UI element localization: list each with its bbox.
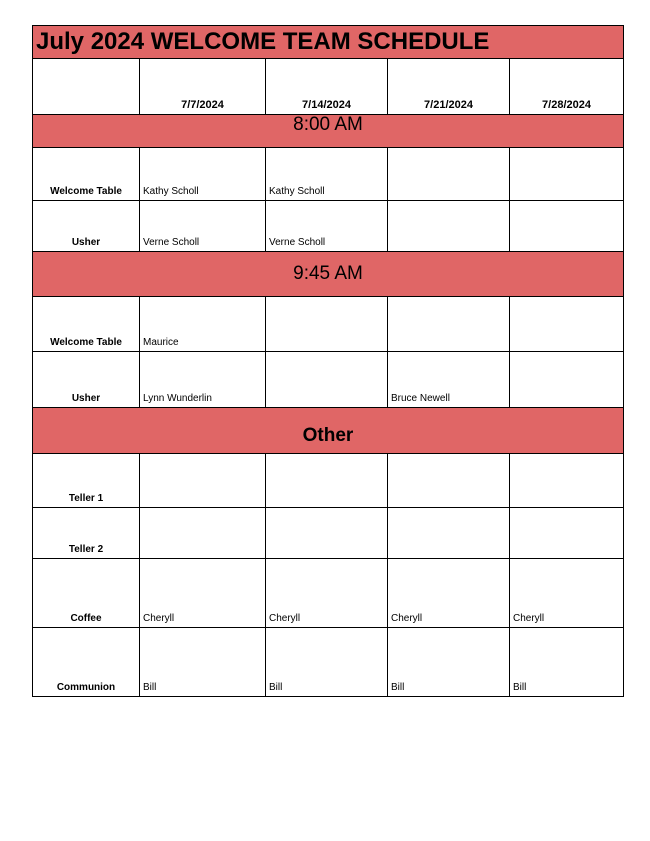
- assignee-cell: [139, 200, 265, 251]
- assignee-cell-text: Cheryll: [391, 613, 423, 624]
- section-label: 9:45 AM: [293, 263, 363, 284]
- date-header: [265, 58, 387, 114]
- assignee-cell-text: Verne Scholl: [143, 237, 200, 248]
- assignee-cell-text: Bruce Newell: [391, 393, 450, 404]
- date-header: [387, 58, 509, 114]
- assignee-cell-text: Kathy Scholl: [143, 186, 199, 197]
- assignee-cell: [139, 627, 265, 696]
- table-bottom-border: [32, 696, 624, 697]
- assignee-cell: [265, 200, 387, 251]
- section-label: Other: [302, 425, 354, 446]
- assignee-cell: [509, 147, 624, 200]
- role-label-text: Usher: [71, 393, 101, 404]
- date-header-text: 7/7/2024: [181, 99, 224, 111]
- assignee-cell: [509, 351, 624, 407]
- assignee-cell: [387, 507, 509, 558]
- assignee-cell: [509, 507, 624, 558]
- date-header: [139, 58, 265, 114]
- title-bar: [32, 25, 624, 58]
- assignee-cell: [139, 296, 265, 351]
- role-label-text: Communion: [56, 682, 116, 693]
- assignee-cell: [509, 200, 624, 251]
- section-band: [32, 114, 624, 147]
- role-label-text: Teller 2: [68, 544, 104, 555]
- assignee-cell: [387, 296, 509, 351]
- date-header: [509, 58, 624, 114]
- header-corner-cell: [32, 58, 139, 114]
- role-label-text: Coffee: [70, 613, 102, 624]
- role-label-text: Welcome Table: [50, 337, 122, 348]
- assignee-cell: [265, 507, 387, 558]
- assignee-cell: [387, 147, 509, 200]
- assignee-cell: [139, 453, 265, 507]
- role-label: [32, 200, 139, 251]
- assignee-cell-text: Verne Scholl: [269, 237, 326, 248]
- role-label-text: Teller 1: [68, 493, 104, 504]
- assignee-cell-text: Bill: [391, 682, 405, 693]
- assignee-cell: [265, 147, 387, 200]
- date-header-text: 7/14/2024: [302, 99, 351, 111]
- assignee-cell-text: Cheryll: [513, 613, 545, 624]
- role-label: [32, 507, 139, 558]
- assignee-cell-text: Bill: [143, 682, 157, 693]
- role-label: [32, 627, 139, 696]
- assignee-cell-text: Bill: [513, 682, 527, 693]
- role-label: [32, 147, 139, 200]
- role-label-text: Usher: [71, 237, 101, 248]
- assignee-cell: [139, 558, 265, 627]
- assignee-cell-text: Maurice: [143, 337, 179, 348]
- assignee-cell: [139, 147, 265, 200]
- date-header-text: 7/28/2024: [542, 99, 591, 111]
- assignee-cell-text: Bill: [269, 682, 283, 693]
- assignee-cell-text: Kathy Scholl: [269, 186, 325, 197]
- section-band: [32, 407, 624, 453]
- section-label: 8:00 AM: [293, 114, 363, 135]
- role-label: [32, 558, 139, 627]
- assignee-cell-text: Cheryll: [143, 613, 175, 624]
- page-title: July 2024 WELCOME TEAM SCHEDULE: [36, 28, 490, 55]
- assignee-cell: [509, 627, 624, 696]
- assignee-cell: [387, 351, 509, 407]
- assignee-cell: [265, 453, 387, 507]
- assignee-cell: [265, 296, 387, 351]
- assignee-cell: [387, 453, 509, 507]
- assignee-cell: [387, 558, 509, 627]
- assignee-cell: [265, 558, 387, 627]
- assignee-cell: [509, 296, 624, 351]
- assignee-cell: [139, 351, 265, 407]
- date-header-text: 7/21/2024: [424, 99, 473, 111]
- assignee-cell: [387, 200, 509, 251]
- assignee-cell-text: Cheryll: [269, 613, 301, 624]
- assignee-cell: [509, 558, 624, 627]
- assignee-cell: [265, 351, 387, 407]
- assignee-cell: [387, 627, 509, 696]
- role-label: [32, 296, 139, 351]
- assignee-cell: [265, 627, 387, 696]
- role-label: [32, 351, 139, 407]
- section-band: [32, 251, 624, 296]
- role-label-text: Welcome Table: [50, 186, 122, 197]
- assignee-cell: [139, 507, 265, 558]
- role-label: [32, 453, 139, 507]
- assignee-cell: [509, 453, 624, 507]
- assignee-cell-text: Lynn Wunderlin: [143, 393, 212, 404]
